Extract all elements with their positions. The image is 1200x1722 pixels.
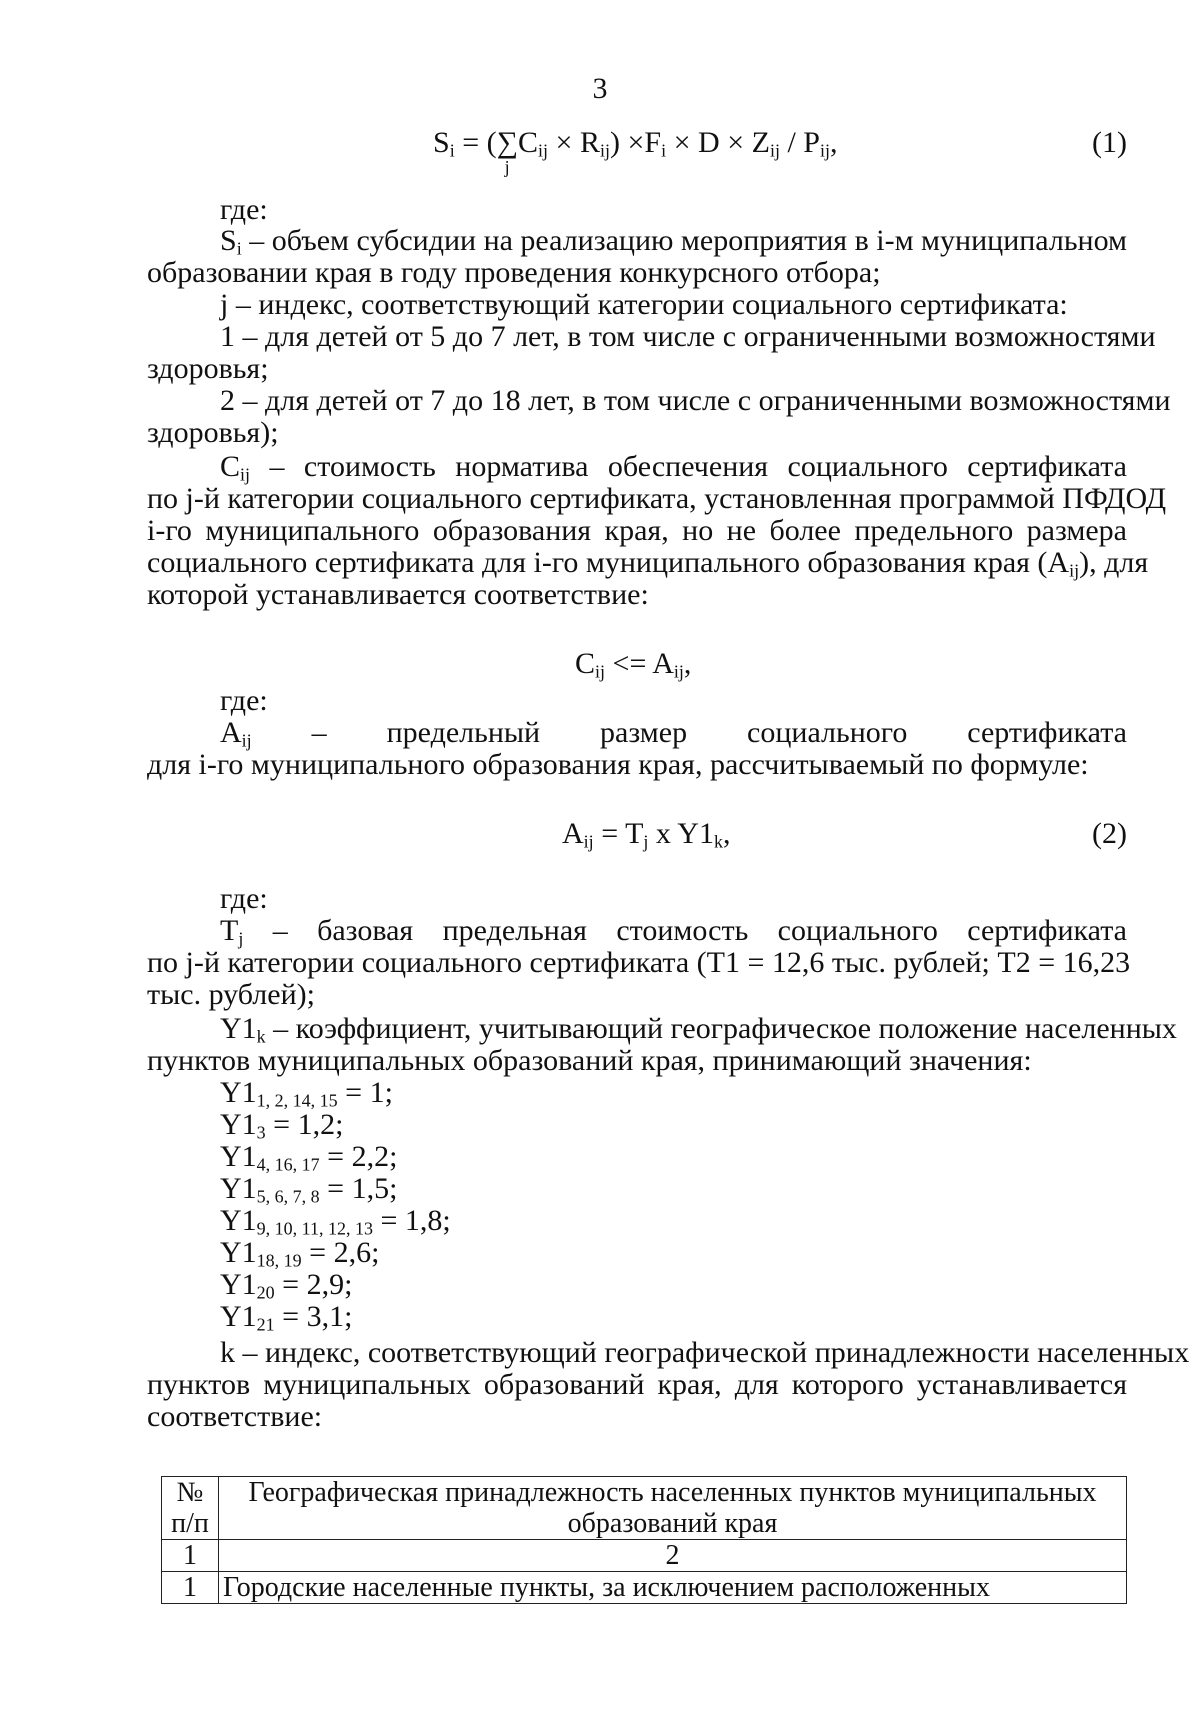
table-header-row: [162, 1477, 1127, 1540]
coefficient-item: $Y1_3 = 1,2$;: [220, 1108, 344, 1143]
tj-definition-line-2: по j-й категории социального сертификата (T1 = 12,6 тыс. рублей; T2 = 16,23: [147, 946, 1131, 979]
category-1-line-2: здоровья;: [147, 352, 269, 385]
label-where-2: где:: [220, 684, 268, 717]
y1k-definition-line-1: $Y1_k$ – коэффициент, учитывающий географическое положение населенных: [220, 1012, 1177, 1047]
table-header-geography: Географическая принадлежность населенных пунктов муниципальных образований края: [219, 1477, 1127, 1540]
table-header-number: № п/п: [162, 1477, 219, 1540]
j-definition: j – индекс, соответствующий категории социального сертификата:: [220, 288, 1068, 321]
table-row: [162, 1572, 1127, 1604]
si-definition-line-1: $S_i$ – объем субсидии на реализацию мероприятия в i-м муниципальном: [220, 224, 1128, 259]
si-definition-line-2: образовании края в году проведения конкурсного отбора;: [147, 256, 881, 289]
cij-definition-line-2: по j-й категории социального сертификата, установленная программой ПФДОД: [147, 482, 1167, 515]
formula-inequality: $C_{ij} <= A_{ij}$,: [575, 647, 692, 682]
table-cell: 1: [162, 1572, 219, 1604]
y1k-definition-line-2: пунктов муниципальных образований края, принимающий значения:: [147, 1044, 1032, 1077]
cij-definition-line-4: социального сертификата для i-го муниципального образования края $(A_{ij})$, для: [147, 546, 1149, 581]
aij-definition-line-1: $A_{ij}$ – предельный размер социального сертификата: [220, 716, 1127, 751]
formula-2-number: (2): [1092, 817, 1127, 850]
table-cell: 1: [162, 1540, 219, 1572]
table-index-row: [162, 1540, 1127, 1572]
cij-definition-line-5: которой устанавливается соответствие:: [147, 578, 649, 611]
k-definition-line-3: соответствие:: [147, 1400, 323, 1433]
coefficient-item: $Y1_{9, 10, 11, 12, 13} = 1,8$;: [220, 1204, 451, 1239]
coefficient-item: $Y1_{5, 6, 7, 8} = 1,5$;: [220, 1172, 398, 1207]
page-number: 3: [592, 72, 608, 105]
coefficient-item: $Y1_{20} = 2,9$;: [220, 1268, 353, 1303]
tj-definition-line-3: тыс. рублей);: [147, 978, 315, 1011]
geography-table: [161, 1476, 1127, 1604]
formula-1-number: (1): [1092, 126, 1127, 159]
label-where-3: где:: [220, 882, 268, 915]
coefficient-item: $Y1_{1, 2, 14, 15} = 1$;: [220, 1076, 393, 1111]
category-2-line-1: 2 – для детей от 7 до 18 лет, в том числе с ограниченными возможностями: [220, 384, 1171, 417]
k-definition-line-1: k – индекс, соответствующий географической принадлежности населенных: [220, 1336, 1190, 1369]
tj-definition-line-1: $T_j$ – базовая предельная стоимость социального сертификата: [220, 914, 1127, 949]
k-definition-line-2: пунктов муниципальных образований края, для которого устанавливается: [147, 1368, 1127, 1401]
category-1-line-1: 1 – для детей от 5 до 7 лет, в том числе с ограниченными возможностями: [220, 320, 1156, 353]
cij-definition-line-3: i-го муниципального образования края, но не более предельного размера: [147, 514, 1127, 547]
formula-1: $S_i$ = (∑ j $C_{ij} \times R_{ij}) \times F_i \times D \times Z_{ij} / P_{ij}$,: [433, 126, 838, 177]
cij-definition-line-1: $C_{ij}$ – стоимость норматива обеспечения социального сертификата: [220, 450, 1127, 485]
aij-definition-line-2: для i-го муниципального образования края, рассчитываемый по формуле:: [147, 748, 1089, 781]
label-where-1: где:: [220, 193, 268, 226]
table-cell: Городские населенные пункты, за исключением расположенных: [219, 1572, 1127, 1604]
coefficient-item: $Y1_{21} = 3,1$;: [220, 1300, 353, 1335]
category-2-line-2: здоровья);: [147, 416, 279, 449]
table-cell: 2: [219, 1540, 1127, 1572]
sum-symbol: ∑: [496, 126, 519, 159]
coefficient-item: $Y1_{4, 16, 17} = 2,2$;: [220, 1140, 398, 1175]
coefficient-item: $Y1_{18, 19} = 2,6$;: [220, 1236, 380, 1271]
formula-2: $A_{ij} = T_j$ x $Y1_k$,: [562, 817, 731, 852]
